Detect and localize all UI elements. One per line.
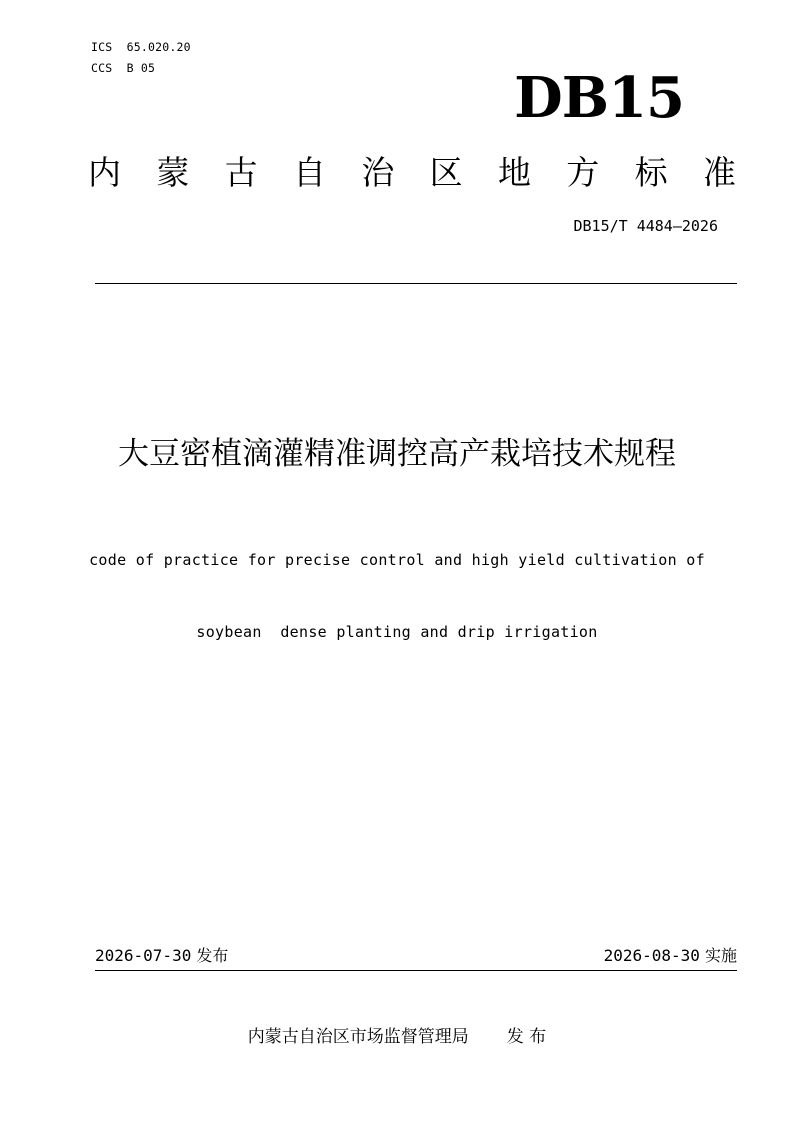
header-divider bbox=[95, 283, 737, 284]
implement-label: 实施 bbox=[704, 946, 737, 965]
standard-type-char: 蒙 bbox=[156, 153, 190, 192]
implement-date-block bbox=[604, 945, 737, 967]
implement-date: 2026-08-30 bbox=[603, 946, 700, 965]
standard-type-char: 标 bbox=[634, 153, 668, 192]
standard-type-char: 自 bbox=[292, 153, 326, 192]
issue-label: 发布 bbox=[196, 946, 229, 965]
standard-type-heading bbox=[88, 150, 736, 196]
issuer-name: 内蒙古自治区市场监督管理局 bbox=[247, 1027, 469, 1047]
issue-date: 2026-07-30 bbox=[95, 946, 192, 965]
standard-type-char: 地 bbox=[497, 153, 531, 192]
ccs-code: CCS B 05 bbox=[91, 61, 156, 75]
document-title-chinese: 大豆密植滴灌精准调控高产栽培技术规程 bbox=[118, 436, 676, 472]
standard-type-char: 准 bbox=[702, 153, 736, 192]
ics-code: ICS 65.020.20 bbox=[91, 40, 191, 54]
standard-type-char: 内 bbox=[88, 153, 121, 192]
standard-type-char: 治 bbox=[361, 153, 395, 192]
standard-number: DB15/T 4484—2026 bbox=[573, 217, 718, 235]
issuer-action: 发 布 bbox=[506, 1027, 547, 1047]
standard-type-char: 古 bbox=[224, 153, 258, 192]
footer-divider bbox=[95, 970, 737, 971]
english-title-line: code of practice for precise control and high yield cultivation of bbox=[89, 551, 705, 569]
issue-date-block bbox=[95, 945, 228, 967]
standard-type-char: 区 bbox=[429, 153, 463, 192]
issuer-line bbox=[0, 1025, 794, 1049]
english-title-line: soybean dense planting and drip irrigation bbox=[196, 623, 598, 641]
db15-logo: DB15 bbox=[514, 65, 684, 131]
document-title-english bbox=[60, 500, 734, 668]
standard-type-char: 方 bbox=[566, 153, 600, 192]
